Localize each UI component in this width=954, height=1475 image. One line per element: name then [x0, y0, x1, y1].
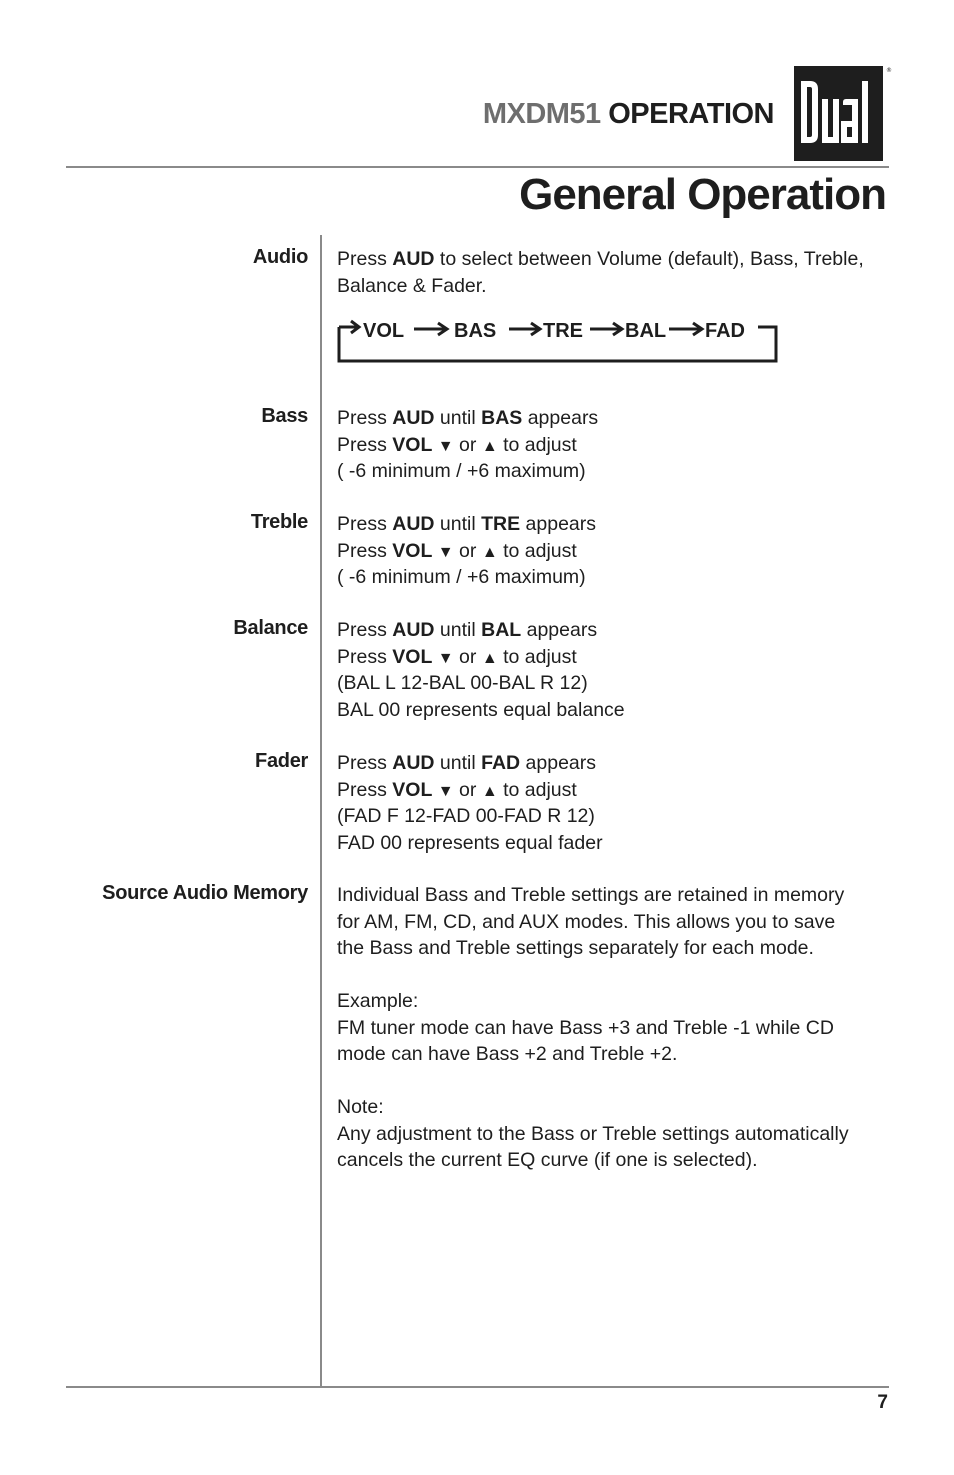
- header-rule: [66, 166, 889, 168]
- down-triangle-icon: ▼: [437, 543, 454, 561]
- down-triangle-icon: ▼: [437, 649, 454, 667]
- up-triangle-icon: ▲: [481, 543, 498, 561]
- flow-item-vol: VOL: [363, 320, 405, 342]
- balance-line-3: (BAL L 12-BAL 00-BAL R 12): [337, 672, 588, 694]
- svg-text:®: ®: [886, 67, 892, 74]
- section-label-audio: Audio: [252, 246, 308, 268]
- fader-line-4: FAD 00 represents equal fader: [337, 831, 603, 854]
- section-body-source-audio-memory: [337, 882, 897, 1174]
- treble-line-1: Press AUD until TRE appears: [337, 513, 597, 535]
- section-body-fader: [337, 750, 897, 856]
- bass-line-1: Press AUD until BAS appears: [337, 407, 599, 429]
- memory-p1-line: Individual Bass and Treble settings are retained in memory: [337, 884, 845, 906]
- flow-item-tre: TRE: [543, 320, 583, 342]
- section-label-source-audio-memory: Source Audio Memory: [102, 882, 308, 904]
- example-line: FM tuner mode can have Bass +3 and Treble -1 while CD: [337, 1016, 834, 1039]
- down-triangle-icon: ▼: [437, 437, 454, 455]
- balance-line-2: Press VOL ▼ or ▲ to adjust: [337, 645, 577, 668]
- section-body-audio: [337, 246, 897, 299]
- audio-mode-cycle-diagram: [336, 315, 779, 365]
- treble-line-3: ( -6 minimum / +6 maximum): [337, 566, 586, 588]
- flow-item-bas: BAS: [454, 320, 497, 342]
- section-body-bass: [337, 405, 897, 485]
- page-number: 7: [877, 1392, 888, 1413]
- example-line: mode can have Bass +2 and Treble +2.: [337, 1043, 678, 1065]
- memory-p1-line: for AM, FM, CD, and AUX modes. This allows you to save: [337, 910, 836, 933]
- memory-p1-line: the Bass and Treble settings separately for each mode.: [337, 937, 814, 959]
- flow-item-bal: BAL: [625, 320, 667, 342]
- dual-logo: [794, 66, 892, 161]
- section-label-treble: Treble: [250, 511, 308, 533]
- page-title: General Operation: [519, 170, 886, 219]
- flow-item-fad: FAD: [705, 320, 745, 342]
- header-model-title: [483, 98, 774, 131]
- up-triangle-icon: ▲: [481, 437, 498, 455]
- down-triangle-icon: ▼: [437, 782, 454, 800]
- fader-line-2: Press VOL ▼ or ▲ to adjust: [337, 778, 577, 801]
- column-divider: [320, 235, 322, 1388]
- footer-rule: [66, 1386, 889, 1388]
- model-name: MXDM51: [482, 98, 601, 130]
- bass-line-2: Press VOL ▼ or ▲ to adjust: [337, 433, 577, 456]
- balance-line-1: Press AUD until BAL appears: [337, 619, 598, 641]
- fader-line-1: Press AUD until FAD appears: [337, 752, 597, 774]
- audio-line-1: Press AUD to select between Volume (default), Bass, Treble,: [337, 248, 864, 270]
- fader-line-3: (FAD F 12-FAD 00-FAD R 12): [337, 805, 595, 827]
- note-line: Any adjustment to the Bass or Treble settings automatically: [337, 1122, 849, 1145]
- bass-line-3: ( -6 minimum / +6 maximum): [337, 460, 586, 482]
- example-label: Example:: [337, 990, 419, 1012]
- section-label-fader: Fader: [255, 750, 308, 772]
- audio-line-2: Balance & Fader.: [337, 274, 487, 297]
- section-name: OPERATION: [608, 98, 774, 130]
- balance-line-4: BAL 00 represents equal balance: [337, 698, 625, 721]
- note-line: cancels the current EQ curve (if one is selected).: [337, 1149, 758, 1171]
- section-label-bass: Bass: [261, 405, 308, 427]
- section-label-balance: Balance: [233, 617, 308, 639]
- up-triangle-icon: ▲: [481, 649, 498, 667]
- treble-line-2: Press VOL ▼ or ▲ to adjust: [337, 539, 577, 562]
- note-label: Note:: [337, 1096, 384, 1118]
- section-body-balance: [337, 617, 897, 723]
- section-body-treble: [337, 511, 897, 591]
- up-triangle-icon: ▲: [481, 782, 498, 800]
